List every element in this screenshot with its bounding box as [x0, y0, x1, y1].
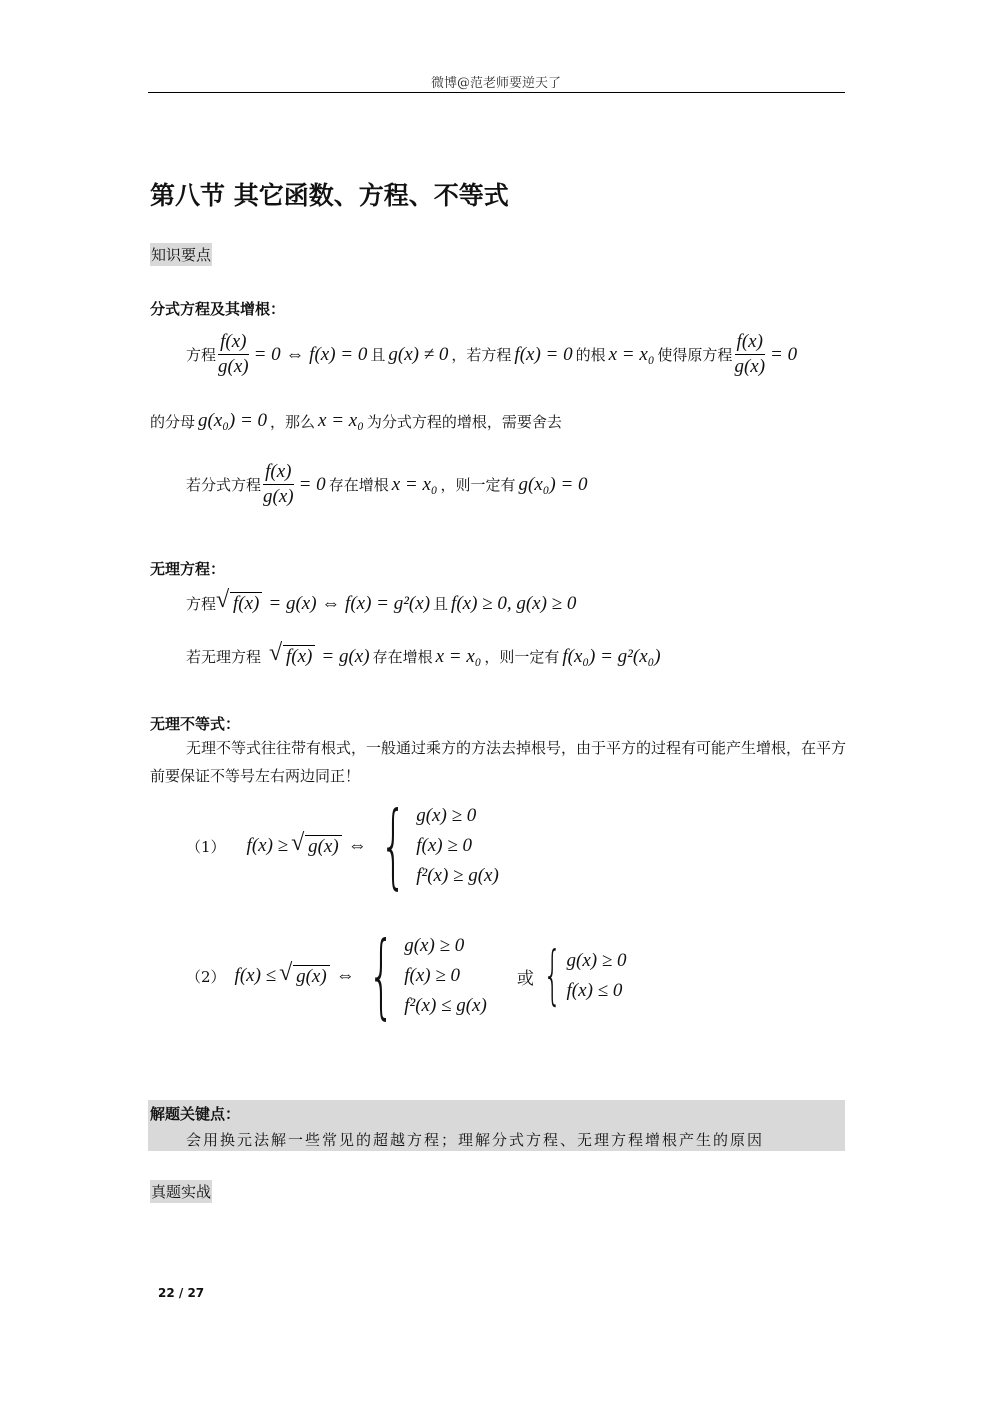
fractional-equation-heading: 分式方程及其增根： [150, 300, 286, 318]
case-label: （1） [186, 837, 226, 856]
real-exam-label: 真题实战 [150, 1180, 212, 1203]
formula: g(x) ≠ 0 [388, 343, 449, 365]
radical: √ f(x) [230, 592, 262, 615]
formula: x = x₀ [608, 343, 655, 365]
text: 存在增根 [328, 476, 389, 494]
formula: = g(x) [321, 645, 370, 667]
formula: x = x₀ [435, 645, 482, 667]
left-brace-icon: { [367, 922, 395, 1029]
text: 且 [433, 595, 449, 613]
page-number: 22 / 27 [158, 1286, 205, 1300]
text: 的根 [575, 346, 606, 364]
irrational-equation-line1 [186, 592, 579, 615]
fractional-equation-line1 [186, 330, 800, 379]
denominator: g(x) [263, 486, 294, 507]
irrational-inequality-paragraph: 无理不等式往往带有根式，一般通过乘方的方法去掉根号，由于平方的过程有可能产生增根，在平方前要保证不等号左右两边同正！ [150, 739, 847, 785]
case-label: （2） [186, 967, 226, 986]
numerator: f(x) [263, 460, 293, 485]
system [370, 792, 499, 899]
text: ，则一定有 [440, 476, 516, 494]
fraction [263, 460, 294, 509]
formula: g(x₀) = 0 [198, 410, 268, 431]
text: 若分式方程 [186, 476, 262, 494]
formula: x = x₀ [318, 410, 364, 431]
condition: g(x) ≥ 0 [416, 805, 477, 826]
radical: √ f(x) [283, 645, 315, 668]
text: 的分母 [150, 412, 196, 431]
condition: f²(x) ≤ g(x) [404, 995, 487, 1016]
text: 使得原方程 [657, 346, 733, 364]
text: 为分式方程的增根，需要舍去 [366, 412, 562, 431]
formula: ⇔ [335, 965, 355, 986]
formula: f(x) = 0 [514, 343, 573, 365]
radical: √ g(x) [305, 835, 342, 858]
formula: = 0 ⇔ f(x) = 0 [253, 343, 368, 365]
denominator: g(x) [218, 356, 249, 377]
inequality-case-1 [186, 792, 499, 899]
formula: = 0 [770, 343, 798, 365]
or-text: 或 [516, 968, 534, 989]
formula: ⇔ [347, 835, 367, 856]
text: ，那么 [270, 412, 316, 431]
irrational-equation-heading: 无理方程： [150, 560, 226, 578]
key-points-heading: 解题关键点： [150, 1105, 241, 1123]
formula: f(x₀) = g²(x₀) [562, 645, 661, 667]
fractional-equation-line2 [150, 410, 562, 432]
left-brace-icon: { [379, 792, 407, 899]
fractional-equation-line3 [186, 460, 591, 509]
system [358, 922, 487, 1029]
text: 方程 [186, 595, 217, 613]
condition: f²(x) ≥ g(x) [416, 865, 499, 886]
radical: √ g(x) [293, 965, 330, 988]
formula: f(x) ≤ [234, 965, 277, 986]
fraction [734, 330, 765, 379]
inequality-case-2 [186, 922, 627, 1029]
condition: f(x) ≥ 0 [416, 835, 473, 856]
text: 存在增根 [372, 648, 433, 666]
section-title: 第八节 其它函数、方程、不等式 [150, 181, 509, 210]
knowledge-points-label: 知识要点 [150, 243, 212, 266]
formula: f(x) ≥ 0, g(x) ≥ 0 [451, 592, 577, 614]
irrational-inequality-heading: 无理不等式： [150, 715, 241, 733]
formula: = 0 [298, 473, 326, 495]
page-header: 微博@范老师要逆天了 [430, 76, 561, 91]
text: ，则一定有 [484, 648, 560, 666]
text: 若无理方程 [186, 648, 262, 666]
formula: f(x) ≥ [246, 835, 289, 856]
condition: f(x) ≤ 0 [566, 980, 623, 1001]
header-rule [148, 92, 845, 93]
text: 且 [370, 346, 386, 364]
condition: g(x) ≥ 0 [566, 950, 627, 971]
formula: = g(x) ⇔ f(x) = g²(x) [268, 592, 431, 614]
denominator: g(x) [734, 356, 766, 377]
fraction [218, 330, 249, 379]
formula: g(x₀) = 0 [518, 473, 588, 495]
formula: x = x₀ [391, 473, 438, 495]
numerator: f(x) [735, 330, 765, 355]
numerator: f(x) [218, 330, 248, 355]
condition: f(x) ≥ 0 [404, 965, 461, 986]
condition: g(x) ≥ 0 [404, 935, 465, 956]
key-points-text: 会用换元法解一些常见的超越方程；理解分式方程、无理方程增根产生的原因 [186, 1131, 765, 1149]
left-brace-icon: { [543, 939, 562, 1013]
text: 方程 [186, 346, 217, 364]
system-alt [538, 939, 627, 1013]
irrational-equation-line2 [186, 645, 664, 668]
text: ，若方程 [451, 346, 512, 364]
